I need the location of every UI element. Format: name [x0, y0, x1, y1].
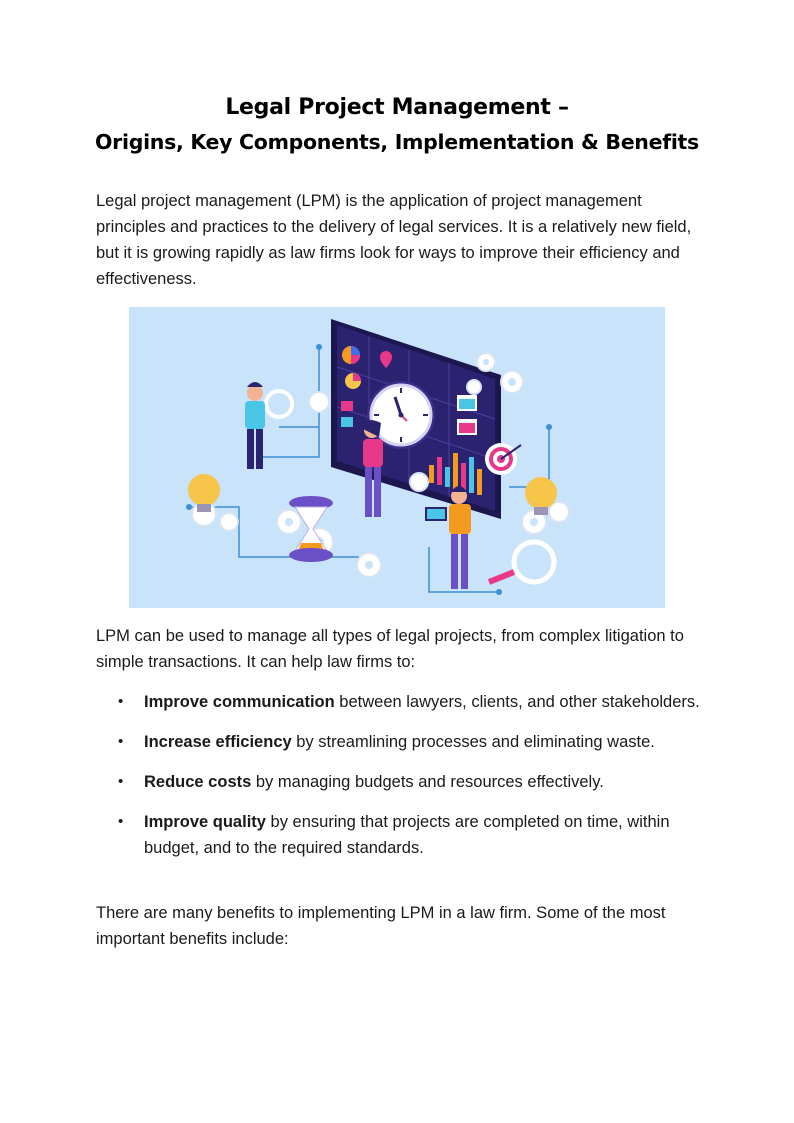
page-subtitle: Origins, Key Components, Implementation & Benefits [95, 130, 699, 154]
benefit-list [96, 689, 706, 875]
list-item [96, 809, 706, 861]
list-item-text: by managing budgets and resources effectively. [251, 773, 604, 791]
project-dashboard-illustration [129, 307, 665, 608]
intro-paragraph: Legal project management (LPM) is the application of project management principles and practices to the delivery of legal services. It is a relatively new field, but it is growing rapidly as law firms look for ways to improve their efficiency and effectiveness. [96, 192, 692, 288]
list-item-heading: Improve quality [144, 813, 266, 831]
list-item [96, 729, 706, 755]
list-item-text: between lawyers, clients, and other stakeholders. [334, 693, 700, 711]
list-item [96, 769, 706, 795]
target-graphic [485, 443, 521, 475]
list-item-heading: Increase efficiency [144, 733, 292, 751]
clock-graphic [367, 381, 435, 449]
list-item-text: by streamlining processes and eliminating waste. [291, 733, 655, 751]
outro-paragraph: There are many benefits to implementing LPM in a law firm. Some of the most important benefits include: [96, 904, 666, 948]
list-item [96, 689, 706, 715]
list-item-heading: Reduce costs [144, 773, 252, 791]
person-left [245, 382, 265, 469]
hero-illustration [129, 307, 665, 608]
lead-paragraph: LPM can be used to manage all types of legal projects, from complex litigation to simple transactions. It can help law firms to: [96, 627, 684, 671]
list-item-heading: Improve communication [144, 693, 335, 711]
list-item-text: by ensuring that projects are completed on time, within budget, and to the required standards. [144, 813, 670, 857]
page-title: Legal Project Management – [225, 95, 569, 120]
